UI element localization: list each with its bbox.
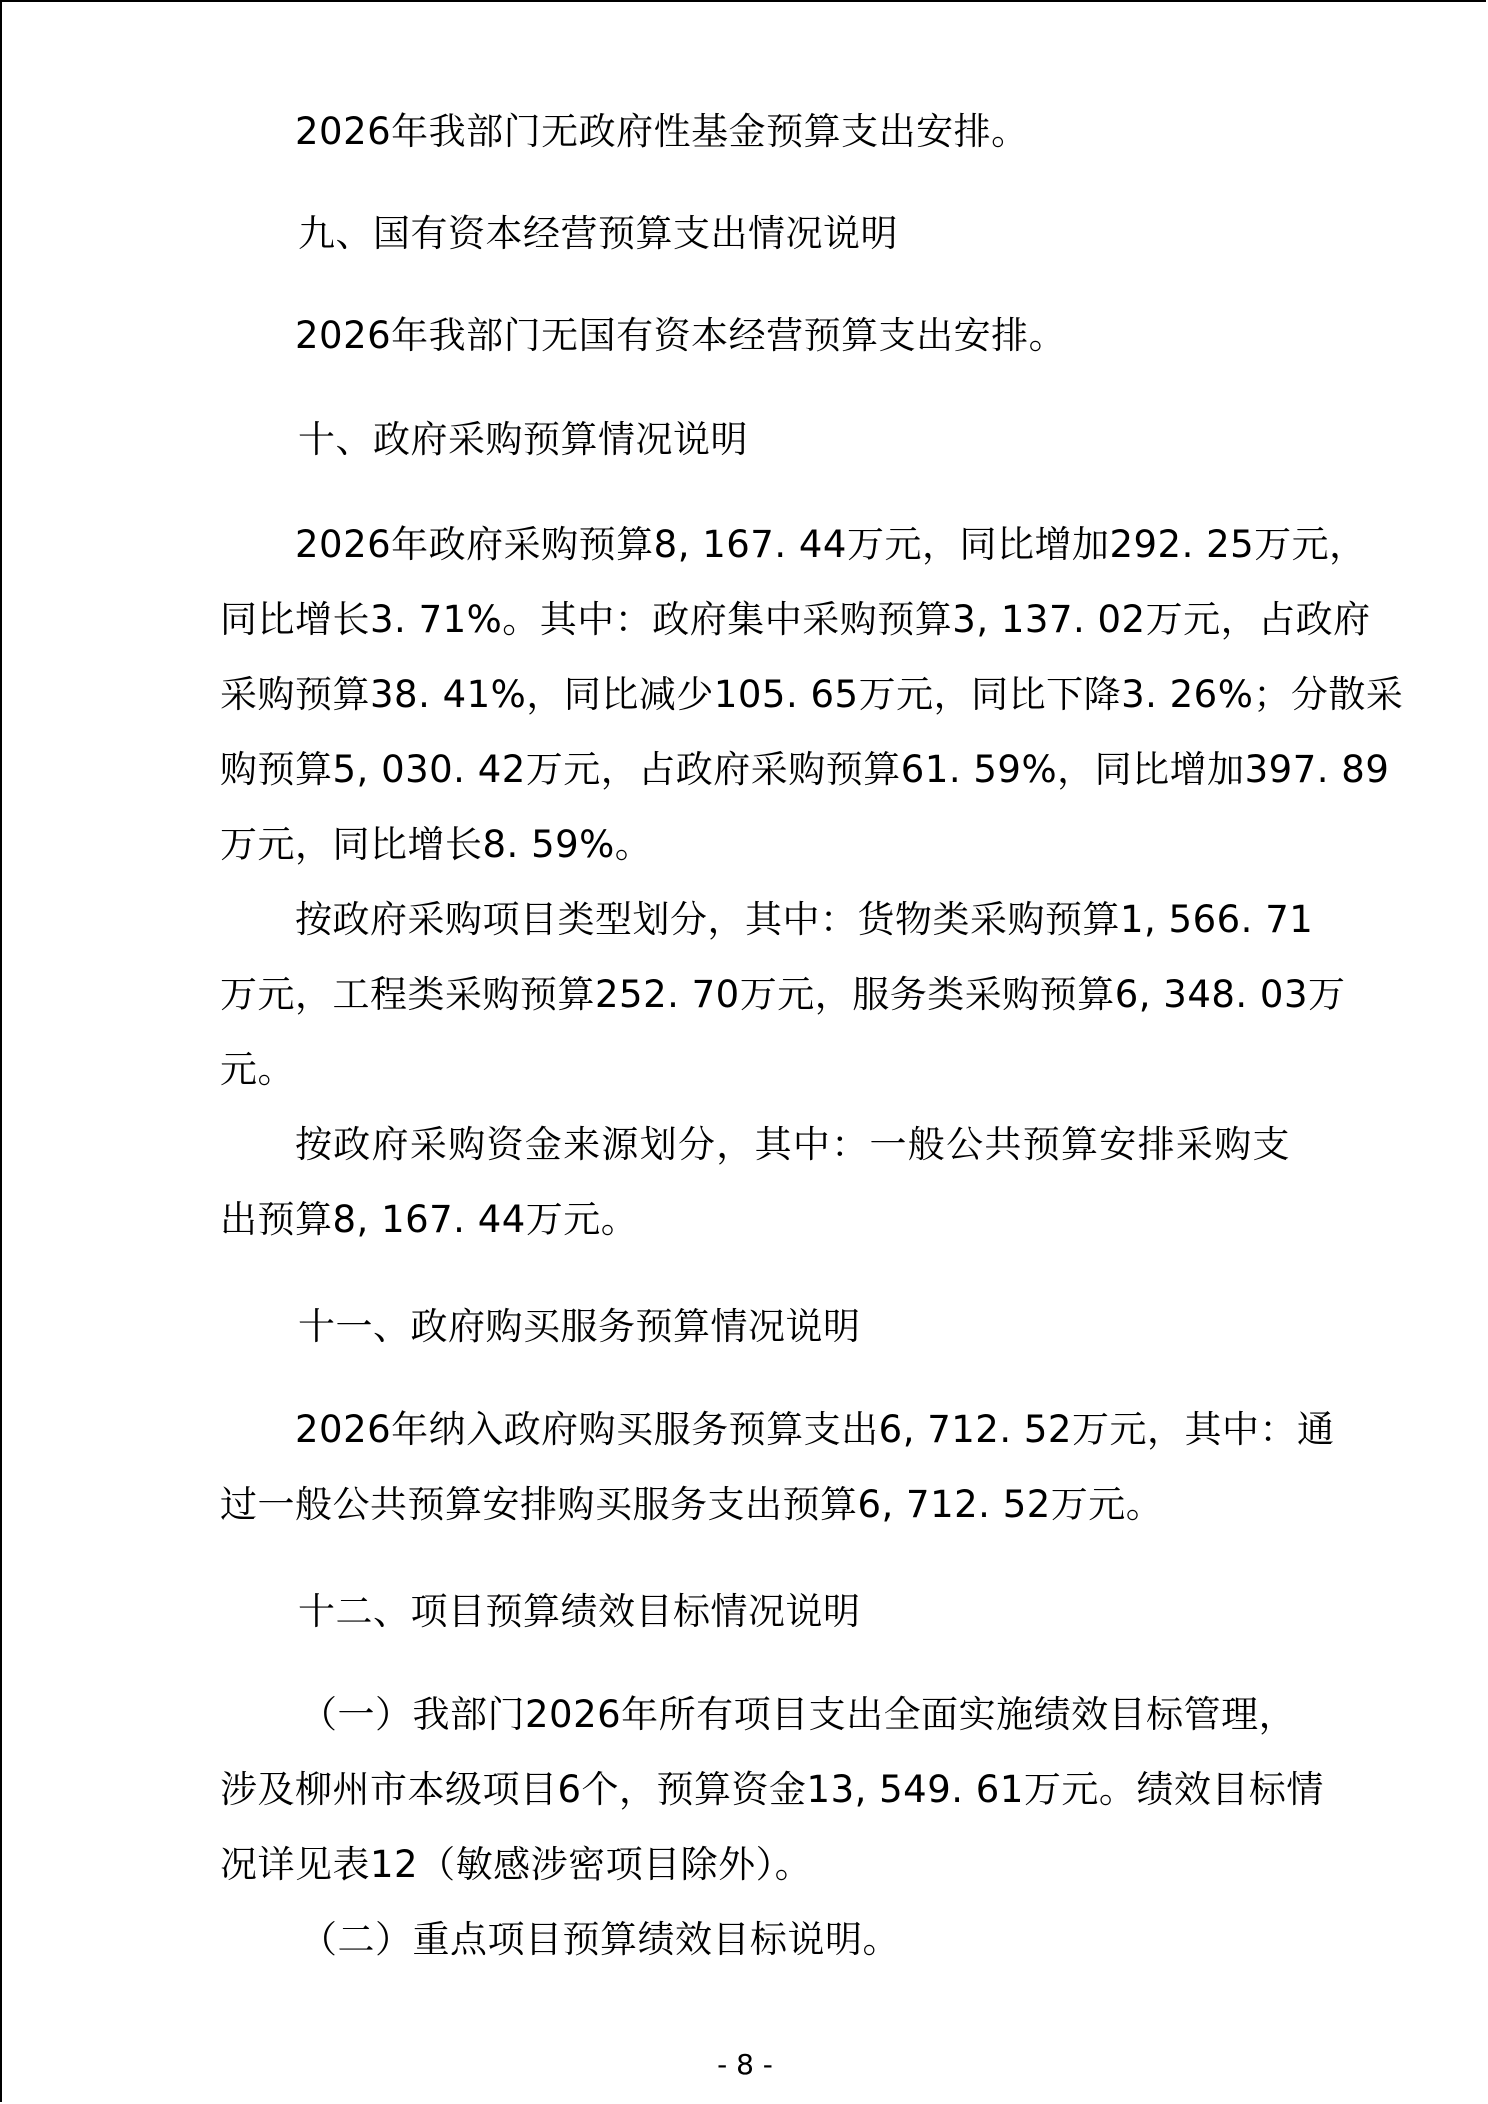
paragraph-line: 况详见表12（敏感涉密项目除外）。 — [220, 1843, 813, 1886]
paragraph-line: （二）重点项目预算绩效目标说明。 — [300, 1918, 900, 1961]
paragraph-line: 同比增长3. 71%。其中：政府集中采购预算3, 137. 02万元，占政府 — [220, 598, 1371, 641]
paragraph-line: 2026年我部门无政府性基金预算支出安排。 — [295, 110, 1029, 153]
paragraph-line: 2026年纳入政府购买服务预算支出6, 712. 52万元，其中：通 — [295, 1408, 1335, 1451]
paragraph-line: （一）我部门2026年所有项目支出全面实施绩效目标管理， — [300, 1693, 1297, 1736]
paragraph-line: 涉及柳州市本级项目6个，预算资金13, 549. 61万元。绩效目标情 — [220, 1768, 1324, 1811]
paragraph-line: 万元，同比增长8. 59%。 — [220, 823, 653, 866]
section-heading-10: 十、政府采购预算情况说明 — [298, 418, 748, 461]
paragraph-line: 按政府采购资金来源划分，其中：一般公共预算安排采购支 — [295, 1123, 1290, 1166]
paragraph-line: 元。 — [220, 1048, 295, 1091]
section-heading-9: 九、国有资本经营预算支出情况说明 — [298, 212, 898, 255]
paragraph-line: 按政府采购项目类型划分，其中：货物类采购预算1, 566. 71 — [295, 898, 1314, 941]
paragraph-line: 采购预算38. 41%，同比减少105. 65万元，同比下降3. 26%；分散采 — [220, 673, 1404, 716]
paragraph-line: 过一般公共预算安排购买服务支出预算6, 712. 52万元。 — [220, 1483, 1164, 1526]
paragraph-line: 2026年政府采购预算8, 167. 44万元，同比增加292. 25万元， — [295, 523, 1367, 566]
page-number: - 8 - — [717, 2048, 773, 2081]
paragraph-line: 万元，工程类采购预算252. 70万元，服务类采购预算6, 348. 03万 — [220, 973, 1346, 1016]
paragraph-line: 出预算8, 167. 44万元。 — [220, 1198, 639, 1241]
paragraph-line: 购预算5, 030. 42万元，占政府采购预算61. 59%，同比增加397. 89 — [220, 748, 1390, 791]
section-heading-12: 十二、项目预算绩效目标情况说明 — [298, 1590, 861, 1633]
paragraph-line: 2026年我部门无国有资本经营预算支出安排。 — [295, 314, 1067, 357]
section-heading-11: 十一、政府购买服务预算情况说明 — [298, 1305, 861, 1348]
